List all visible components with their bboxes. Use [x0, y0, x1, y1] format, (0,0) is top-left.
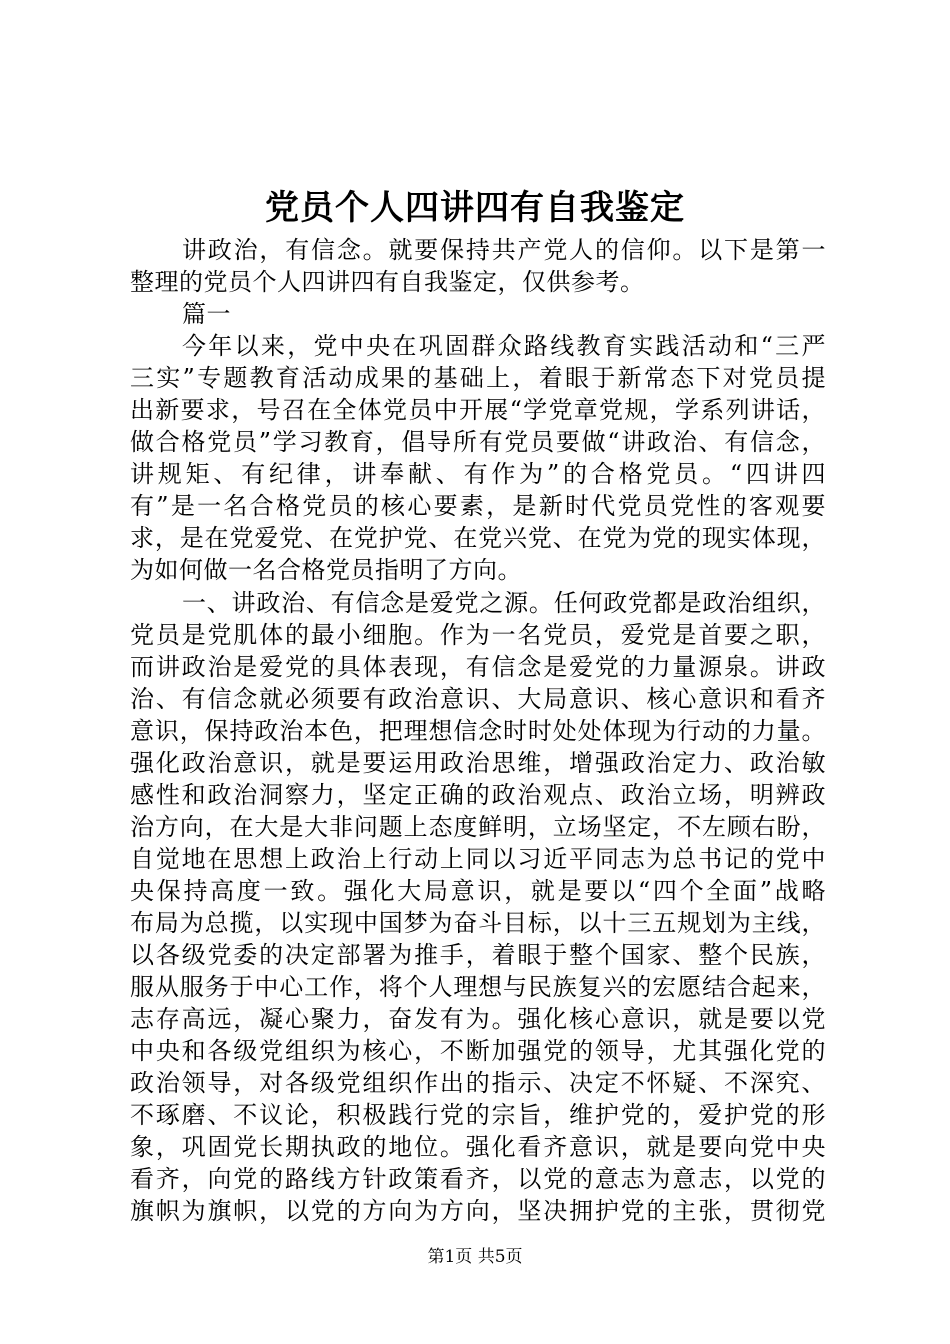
- section-heading: 篇一: [182, 300, 231, 329]
- paragraph-line: 感性和政治洞察力，坚定正确的政治观点、政治立场，明辨政: [130, 780, 826, 809]
- paragraph-line: 三实”专题教育活动成果的基础上，着眼于新常态下对党员提: [130, 364, 826, 393]
- paragraph-line: 服从服务于中心工作，将个人理想与民族复兴的宏愿结合起来，: [130, 973, 826, 1002]
- paragraph-line: 为如何做一名合格党员指明了方向。: [130, 556, 522, 585]
- paragraph-line: 政治领导，对各级党组织作出的指示、决定不怀疑、不深究、: [130, 1069, 826, 1098]
- paragraph-line: 党员是党肌体的最小细胞。作为一名党员，爱党是首要之职，: [130, 620, 826, 649]
- paragraph-line: 讲政治，有信念。就要保持共产党人的信仰。以下是第一: [182, 236, 826, 264]
- paragraph-line: 强化政治意识，就是要运用政治思维，增强政治定力、政治敏: [130, 748, 826, 777]
- paragraph-line: 今年以来，党中央在巩固群众路线教育实践活动和“三严: [182, 332, 826, 361]
- paragraph-line: 治方向，在大是大非问题上态度鲜明，立场坚定，不左顾右盼，: [130, 812, 826, 841]
- document-title: 党员个人四讲四有自我鉴定: [265, 188, 685, 228]
- paragraph-line: 不琢磨、不议论，积极践行党的宗旨，维护党的，爱护党的形: [130, 1101, 826, 1130]
- paragraph-line: 自觉地在思想上政治上行动上同以习近平同志为总书记的党中: [130, 844, 826, 873]
- paragraph-line: 求，是在党爱党、在党护党、在党兴党、在党为党的现实体现，: [130, 524, 826, 553]
- paragraph-line: 一、讲政治、有信念是爱党之源。任何政党都是政治组织，: [182, 588, 826, 617]
- paragraph-line: 志存高远，凝心聚力，奋发有为。强化核心意识，就是要以党: [130, 1005, 826, 1034]
- document-body: [130, 234, 826, 1227]
- paragraph-line: 治、有信念就必须要有政治意识、大局意识、核心意识和看齐: [130, 684, 826, 713]
- paragraph-line: 整理的党员个人四讲四有自我鉴定，仅供参考。: [130, 268, 645, 297]
- paragraph-line: 意识，保持政治本色，把理想信念时时处处体现为行动的力量。: [130, 716, 826, 745]
- paragraph-line: 讲规矩、有纪律，讲奉献、有作为”的合格党员。“四讲四: [130, 460, 826, 489]
- paragraph-line: 而讲政治是爱党的具体表现，有信念是爱党的力量源泉。讲政: [130, 652, 826, 681]
- page-number-footer: 第1页 共5页: [427, 1247, 523, 1267]
- paragraph-line: 出新要求，号召在全体党员中开展“学党章党规，学系列讲话，: [130, 396, 826, 425]
- paragraph-line: 布局为总揽，以实现中国梦为奋斗目标，以十三五规划为主线，: [130, 908, 826, 937]
- paragraph-line: 央保持高度一致。强化大局意识，就是要以“四个全面”战略: [130, 876, 826, 905]
- paragraph-line: 做合格党员”学习教育，倡导所有党员要做“讲政治、有信念，: [130, 428, 826, 457]
- paragraph-line: 以各级党委的决定部署为推手，着眼于整个国家、整个民族，: [130, 941, 826, 970]
- paragraph-line: 象，巩固党长期执政的地位。强化看齐意识，就是要向党中央: [130, 1133, 826, 1162]
- paragraph-line: 有”是一名合格党员的核心要素，是新时代党员党性的客观要: [130, 492, 826, 521]
- paragraph-line: 中央和各级党组织为核心，不断加强党的领导，尤其强化党的: [130, 1037, 826, 1066]
- paragraph-line: 看齐，向党的路线方针政策看齐，以党的意志为意志，以党的: [130, 1165, 826, 1194]
- paragraph-line: 旗帜为旗帜，以党的方向为方向，坚决拥护党的主张，贯彻党: [130, 1197, 826, 1226]
